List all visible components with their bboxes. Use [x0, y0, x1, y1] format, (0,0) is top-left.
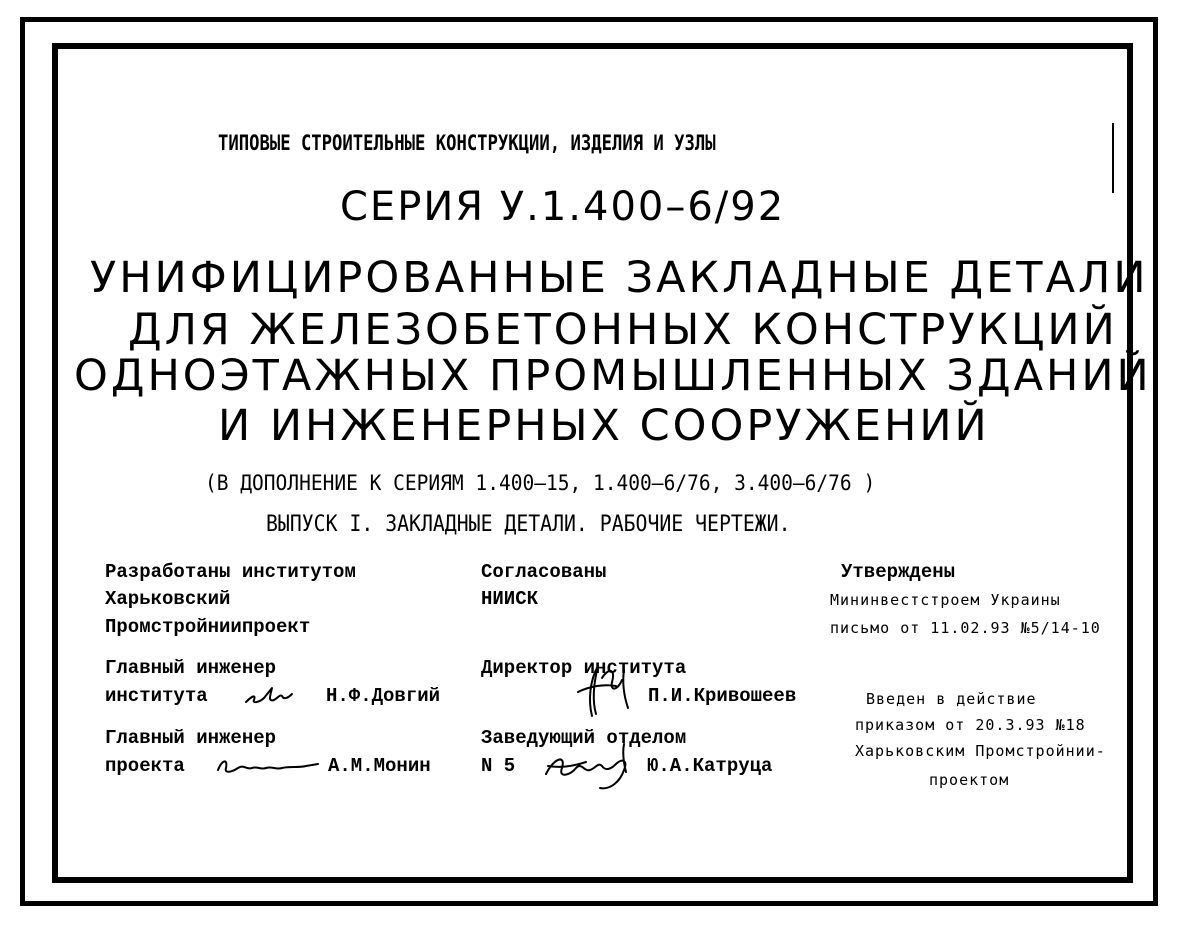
chief-engineer-project-title-1: Главный инженер	[105, 727, 277, 749]
department-head-name: Ю.А.Катруца	[647, 755, 773, 777]
enacted-line-4: проектом	[929, 771, 1010, 789]
title-line-4: И ИНЖЕНЕРНЫХ СООРУЖЕНИЙ	[218, 401, 990, 451]
approved-org: Мининвестстроем Украины	[830, 591, 1061, 609]
department-head-title-1: Заведующий отделом	[481, 727, 687, 749]
dovgiy-signature-icon	[242, 680, 302, 710]
chief-engineer-institute-title-2: института	[105, 685, 208, 707]
developed-org-line-1: Харьковский	[105, 588, 231, 610]
chief-engineer-project-title-2: проекта	[105, 755, 185, 777]
enacted-line-2: приказом от 20.3.93 №18	[855, 716, 1086, 734]
series-type-heading: ТИПОВЫЕ СТРОИТЕЛЬНЫЕ КОНСТРУКЦИИ, ИЗДЕЛИЯ И УЗЛЫ	[218, 131, 716, 155]
series-number: СЕРИЯ У.1.400–6/92	[340, 184, 786, 230]
director-title: Директор института	[481, 657, 687, 679]
addendum-note: (В ДОПОЛНЕНИЕ К СЕРИЯМ 1.400–15, 1.400–6/76, 3.400–6/76 )	[205, 471, 876, 495]
krivosheev-signature-icon	[568, 660, 644, 720]
title-line-1: УНИФИЦИРОВАННЫЕ ЗАКЛАДНЫЕ ДЕТАЛИ	[90, 253, 1149, 303]
chief-engineer-institute-name: Н.Ф.Довгий	[326, 685, 441, 707]
agreed-label: Согласованы	[481, 561, 607, 583]
title-line-3: ОДНОЭТАЖНЫХ ПРОМЫШЛЕННЫХ ЗДАНИЙ	[74, 351, 1152, 401]
agreed-org: НИИСК	[481, 588, 539, 610]
chief-engineer-project-name: А.М.Монин	[328, 755, 431, 777]
department-head-title-2: N 5	[481, 755, 516, 777]
approved-label: Утверждены	[841, 561, 956, 583]
developed-org-line-2: Промстройниипроект	[105, 616, 311, 638]
developed-label: Разработаны институтом	[105, 561, 356, 583]
enacted-line-1: Введен в действие	[866, 690, 1037, 708]
chief-engineer-institute-title-1: Главный инженер	[105, 657, 277, 679]
enacted-line-3: Харьковским Промстройнии-	[855, 742, 1106, 760]
director-name: П.И.Кривошеев	[648, 685, 797, 707]
title-line-2: ДЛЯ ЖЕЛЕЗОБЕТОННЫХ КОНСТРУКЦИЙ	[128, 305, 1118, 355]
margin-mark	[1112, 123, 1114, 193]
approved-letter: письмо от 11.02.93 №5/14-10	[830, 619, 1101, 637]
katrutsa-signature-icon	[540, 738, 640, 794]
issue-title: ВЫПУСК I. ЗАКЛАДНЫЕ ДЕТАЛИ. РАБОЧИЕ ЧЕРТЕЖИ.	[266, 512, 791, 537]
monin-signature-icon	[214, 752, 324, 782]
